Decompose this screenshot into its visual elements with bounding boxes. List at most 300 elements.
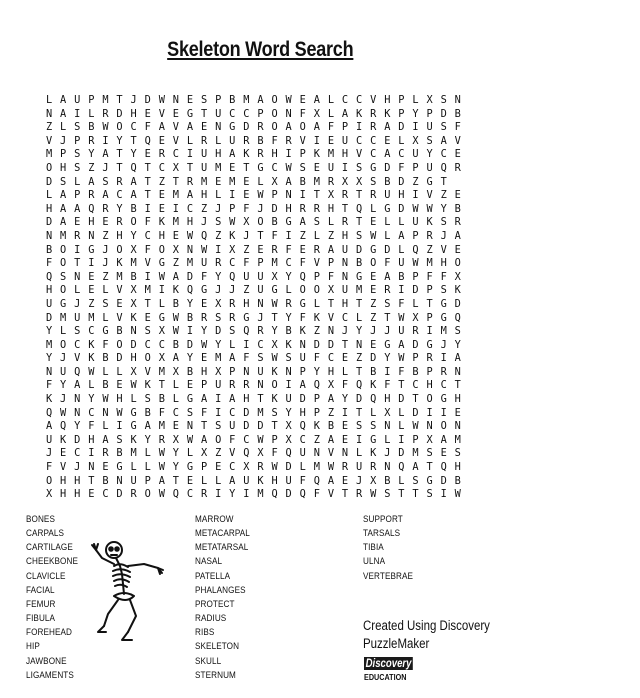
grid-letter: U: [60, 365, 67, 378]
grid-letter: S: [440, 94, 447, 106]
grid-letter: E: [88, 488, 95, 501]
grid-letter: K: [130, 433, 137, 446]
grid-letter: L: [102, 420, 109, 433]
grid-letter: A: [60, 94, 67, 106]
grid-letter: E: [200, 352, 208, 365]
grid-row: [42, 271, 465, 285]
grid-letter: E: [116, 297, 123, 310]
grid-letter: A: [172, 352, 179, 365]
grid-letter: M: [440, 325, 447, 338]
grid-letter: H: [243, 393, 250, 406]
grid-letter: F: [102, 338, 109, 351]
grid-letter: M: [426, 257, 433, 270]
grid-letter: Q: [229, 270, 236, 283]
grid-letter: L: [45, 94, 53, 106]
logo-bottom-text: EDUCATION: [364, 672, 407, 682]
grid-letter: D: [356, 393, 363, 406]
grid-letter: G: [426, 338, 433, 351]
grid-letter: Q: [285, 447, 292, 460]
grid-letter: S: [229, 325, 236, 338]
grid-letter: W: [257, 189, 264, 202]
grid-letter: S: [74, 121, 81, 134]
grid-letter: C: [398, 148, 405, 161]
grid-letter: C: [299, 433, 306, 446]
grid-letter: D: [398, 175, 405, 188]
grid-letter: X: [412, 311, 419, 324]
grid-letter: R: [243, 379, 250, 392]
grid-letter: W: [186, 433, 194, 446]
grid-letter: F: [271, 447, 278, 460]
grid-letter: F: [243, 257, 250, 270]
grid-letter: W: [412, 202, 419, 215]
grid-letter: M: [243, 94, 250, 106]
grid-letter: B: [102, 352, 109, 365]
grid-letter: Y: [172, 447, 179, 460]
grid-letter: R: [200, 311, 208, 324]
grid-letter: R: [341, 189, 349, 202]
grid-letter: P: [341, 121, 349, 134]
grid-letter: D: [384, 161, 391, 174]
grid-letter: N: [299, 338, 306, 351]
grid-letter: N: [285, 365, 292, 378]
grid-letter: M: [172, 216, 179, 229]
grid-letter: R: [102, 202, 109, 215]
grid-letter: K: [158, 216, 165, 229]
grid-letter: A: [200, 433, 208, 446]
grid-letter: R: [243, 134, 250, 147]
grid-letter: R: [370, 107, 377, 120]
grid-letter: A: [384, 270, 391, 283]
grid-letter: I: [74, 107, 81, 120]
grid-letter: E: [144, 311, 151, 324]
grid-letter: K: [426, 216, 433, 229]
grid-letter: T: [341, 488, 349, 501]
grid-letter: D: [144, 94, 151, 106]
grid-letter: H: [285, 202, 292, 215]
grid-letter: A: [60, 216, 67, 229]
grid-letter: Q: [299, 270, 306, 283]
grid-letter: A: [398, 338, 405, 351]
grid-letter: U: [229, 134, 236, 147]
grid-letter: I: [88, 447, 95, 460]
grid-letter: D: [384, 243, 391, 256]
grid-letter: M: [130, 257, 137, 270]
grid-letter: E: [158, 189, 165, 202]
grid-letter: J: [384, 447, 391, 460]
word-list-column-2: [195, 513, 250, 683]
grid-letter: S: [186, 406, 194, 419]
grid-letter: L: [384, 433, 391, 446]
grid-letter: G: [370, 243, 377, 256]
grid-letter: P: [412, 352, 419, 365]
word-list-item: STERNUM: [195, 669, 236, 681]
grid-letter: A: [130, 175, 137, 188]
word-list-item: METACARPAL: [195, 528, 250, 540]
grid-letter: I: [172, 202, 179, 215]
grid-letter: L: [313, 297, 320, 310]
grid-letter: E: [186, 379, 194, 392]
grid-letter: Y: [200, 325, 208, 338]
grid-letter: S: [102, 297, 109, 310]
grid-letter: D: [398, 121, 405, 134]
grid-letter: Y: [384, 352, 391, 365]
grid-letter: C: [144, 229, 151, 242]
grid-letter: T: [130, 134, 137, 147]
grid-letter: C: [341, 311, 349, 324]
grid-letter: Q: [172, 488, 179, 501]
grid-letter: P: [299, 365, 306, 378]
grid-letter: L: [158, 297, 165, 310]
grid-letter: A: [440, 134, 447, 147]
grid-letter: L: [398, 216, 405, 229]
grid-letter: H: [130, 107, 137, 120]
grid-letter: A: [313, 121, 320, 134]
grid-row: [42, 407, 465, 421]
grid-letter: V: [440, 243, 447, 256]
grid-letter: T: [200, 107, 208, 120]
grid-letter: M: [327, 148, 335, 161]
grid-letter: T: [200, 420, 208, 433]
grid-letter: N: [74, 393, 81, 406]
grid-letter: E: [102, 216, 109, 229]
grid-letter: C: [229, 107, 236, 120]
grid-letter: X: [229, 243, 236, 256]
grid-letter: D: [116, 488, 123, 501]
grid-letter: F: [313, 488, 320, 501]
grid-letter: M: [172, 189, 179, 202]
grid-letter: C: [271, 161, 278, 174]
grid-letter: R: [356, 488, 363, 501]
grid-letter: U: [285, 393, 292, 406]
grid-letter: N: [341, 447, 349, 460]
grid-letter: G: [257, 161, 264, 174]
grid-letter: D: [116, 107, 123, 120]
word-list-item: HIP: [26, 641, 40, 653]
grid-letter: U: [229, 420, 236, 433]
grid-letter: C: [440, 379, 447, 392]
word-list-item: METATARSAL: [195, 542, 249, 554]
grid-letter: I: [341, 161, 349, 174]
grid-letter: H: [74, 474, 81, 487]
grid-letter: Z: [243, 243, 250, 256]
grid-letter: R: [116, 175, 123, 188]
grid-letter: B: [229, 94, 236, 106]
grid-letter: Y: [186, 352, 194, 365]
grid-letter: L: [130, 461, 137, 474]
grid-letter: H: [215, 148, 222, 161]
grid-letter: O: [60, 284, 67, 297]
grid-letter: L: [74, 284, 81, 297]
grid-row: [42, 488, 465, 502]
grid-letter: I: [426, 325, 433, 338]
grid-letter: C: [88, 406, 95, 419]
grid-letter: E: [200, 297, 208, 310]
grid-letter: Z: [158, 175, 165, 188]
grid-letter: R: [102, 107, 109, 120]
grid-letter: R: [341, 216, 349, 229]
grid-letter: H: [116, 229, 123, 242]
grid-letter: M: [158, 420, 165, 433]
grid-letter: Z: [426, 243, 433, 256]
grid-letter: O: [158, 243, 165, 256]
grid-letter: K: [356, 107, 363, 120]
grid-letter: F: [299, 311, 306, 324]
grid-letter: A: [257, 94, 264, 106]
grid-letter: Y: [313, 365, 320, 378]
grid-letter: T: [144, 175, 151, 188]
grid-letter: P: [215, 94, 222, 106]
grid-letter: R: [116, 216, 123, 229]
grid-letter: K: [384, 107, 391, 120]
word-list-item: MARROW: [195, 514, 234, 525]
grid-row: [42, 216, 465, 230]
grid-letter: Y: [356, 325, 363, 338]
grid-letter: R: [454, 161, 461, 174]
grid-letter: O: [116, 243, 123, 256]
grid-letter: X: [130, 297, 137, 310]
grid-letter: D: [327, 338, 335, 351]
grid-letter: O: [454, 257, 461, 270]
grid-letter: R: [327, 175, 335, 188]
grid-letter: E: [144, 107, 151, 120]
grid-letter: D: [299, 393, 306, 406]
grid-letter: I: [412, 121, 419, 134]
grid-letter: E: [158, 202, 165, 215]
grid-letter: S: [370, 420, 377, 433]
grid-letter: R: [200, 134, 208, 147]
grid-letter: R: [130, 488, 137, 501]
grid-letter: F: [229, 433, 236, 446]
grid-letter: R: [200, 488, 208, 501]
grid-letter: H: [130, 352, 137, 365]
grid-letter: E: [215, 175, 222, 188]
grid-letter: T: [384, 311, 391, 324]
grid-letter: F: [144, 216, 151, 229]
grid-letter: G: [60, 297, 67, 310]
grid-letter: X: [130, 284, 137, 297]
word-list-item: LIGAMENTS: [26, 669, 74, 681]
grid-letter: U: [299, 352, 306, 365]
grid-letter: Z: [440, 189, 447, 202]
grid-letter: P: [412, 270, 419, 283]
grid-letter: X: [172, 243, 179, 256]
grid-letter: Z: [88, 161, 95, 174]
grid-letter: K: [116, 257, 123, 270]
grid-letter: F: [398, 365, 405, 378]
grid-row: [42, 230, 465, 244]
grid-letter: L: [370, 202, 377, 215]
grid-letter: E: [341, 433, 349, 446]
grid-letter: P: [313, 406, 320, 419]
grid-letter: L: [144, 447, 151, 460]
grid-letter: G: [426, 175, 433, 188]
grid-letter: U: [299, 447, 306, 460]
grid-letter: Q: [243, 325, 250, 338]
grid-letter: L: [144, 461, 151, 474]
grid-letter: A: [285, 121, 292, 134]
grid-letter: L: [356, 447, 363, 460]
grid-letter: A: [327, 243, 335, 256]
grid-letter: Y: [454, 338, 461, 351]
grid-letter: S: [200, 94, 208, 106]
grid-row: [42, 475, 465, 489]
grid-letter: O: [257, 216, 264, 229]
grid-letter: X: [172, 161, 179, 174]
grid-letter: J: [440, 229, 447, 242]
grid-letter: O: [271, 107, 278, 120]
grid-letter: X: [271, 175, 278, 188]
grid-letter: Q: [356, 379, 363, 392]
grid-letter: L: [257, 175, 264, 188]
grid-letter: X: [426, 94, 433, 106]
grid-letter: S: [257, 352, 264, 365]
grid-letter: T: [88, 474, 95, 487]
grid-letter: O: [299, 284, 306, 297]
grid-letter: M: [130, 447, 137, 460]
grid-row: [42, 420, 465, 434]
grid-row: [42, 379, 465, 393]
grid-letter: I: [215, 393, 222, 406]
grid-letter: F: [398, 297, 405, 310]
grid-letter: A: [144, 420, 151, 433]
grid-letter: A: [412, 461, 419, 474]
grid-letter: L: [398, 420, 405, 433]
grid-letter: A: [398, 229, 405, 242]
grid-letter: N: [45, 107, 53, 120]
grid-letter: G: [186, 393, 194, 406]
grid-letter: J: [370, 325, 377, 338]
grid-letter: M: [454, 433, 461, 446]
grid-row: [42, 366, 465, 380]
grid-letter: B: [158, 393, 165, 406]
grid-row: [42, 352, 465, 366]
grid-letter: D: [215, 325, 222, 338]
grid-letter: K: [172, 284, 179, 297]
grid-letter: M: [229, 175, 236, 188]
grid-letter: W: [158, 270, 165, 283]
grid-letter: B: [130, 270, 137, 283]
grid-letter: I: [341, 406, 349, 419]
grid-letter: A: [60, 189, 67, 202]
grid-letter: H: [271, 148, 278, 161]
grid-letter: T: [144, 297, 151, 310]
grid-letter: T: [144, 189, 151, 202]
grid-letter: F: [440, 270, 447, 283]
grid-letter: H: [45, 284, 53, 297]
grid-letter: H: [341, 297, 349, 310]
grid-letter: X: [158, 352, 165, 365]
grid-letter: A: [384, 121, 391, 134]
grid-letter: S: [215, 311, 222, 324]
grid-letter: I: [186, 325, 194, 338]
grid-letter: Z: [327, 406, 335, 419]
grid-letter: O: [271, 379, 278, 392]
grid-letter: D: [454, 297, 461, 310]
grid-letter: L: [412, 94, 419, 106]
grid-row: [42, 447, 465, 461]
grid-letter: K: [313, 311, 320, 324]
grid-letter: Y: [271, 325, 278, 338]
grid-letter: R: [229, 311, 236, 324]
grid-letter: A: [158, 121, 165, 134]
grid-letter: M: [144, 284, 151, 297]
word-list-item: PROTECT: [195, 598, 235, 610]
grid-letter: S: [299, 161, 306, 174]
grid-letter: U: [426, 161, 433, 174]
grid-letter: P: [426, 284, 433, 297]
grid-letter: D: [243, 420, 250, 433]
grid-letter: G: [426, 474, 433, 487]
grid-letter: C: [229, 257, 236, 270]
word-list-item: CHEEKBONE: [26, 556, 78, 568]
grid-letter: B: [454, 107, 461, 120]
grid-letter: G: [116, 461, 123, 474]
grid-letter: H: [200, 365, 208, 378]
grid-letter: U: [257, 270, 264, 283]
grid-letter: S: [440, 284, 447, 297]
grid-letter: V: [229, 447, 236, 460]
grid-letter: I: [285, 229, 292, 242]
grid-letter: N: [356, 338, 363, 351]
grid-letter: Z: [412, 175, 419, 188]
grid-letter: G: [102, 325, 109, 338]
grid-letter: L: [341, 365, 349, 378]
grid-letter: N: [88, 229, 95, 242]
word-list-item: PHALANGES: [195, 584, 246, 596]
grid-letter: E: [172, 107, 179, 120]
grid-letter: T: [144, 161, 151, 174]
grid-letter: Y: [60, 379, 67, 392]
grid-row: [42, 203, 465, 217]
grid-letter: W: [412, 420, 419, 433]
grid-letter: P: [271, 189, 278, 202]
grid-letter: S: [285, 352, 292, 365]
grid-letter: H: [200, 189, 208, 202]
grid-letter: J: [74, 297, 81, 310]
grid-letter: C: [158, 338, 165, 351]
word-list-item: TIBIA: [363, 542, 384, 554]
grid-letter: W: [370, 229, 377, 242]
grid-letter: D: [243, 406, 250, 419]
grid-letter: Q: [370, 393, 377, 406]
grid-letter: S: [426, 488, 433, 501]
grid-letter: U: [285, 474, 292, 487]
grid-letter: T: [356, 189, 363, 202]
grid-letter: T: [327, 297, 335, 310]
grid-letter: X: [243, 461, 250, 474]
grid-letter: N: [186, 420, 194, 433]
grid-letter: J: [257, 202, 264, 215]
grid-letter: E: [454, 148, 461, 161]
grid-letter: V: [45, 134, 53, 147]
word-list-item: CARPALS: [26, 528, 65, 540]
grid-letter: H: [341, 148, 349, 161]
grid-letter: F: [243, 202, 250, 215]
grid-letter: P: [88, 94, 95, 106]
grid-row: [42, 312, 465, 326]
grid-letter: E: [327, 134, 335, 147]
grid-letter: W: [158, 94, 165, 106]
grid-letter: F: [327, 121, 335, 134]
grid-letter: U: [200, 148, 208, 161]
grid-letter: T: [426, 461, 433, 474]
grid-letter: R: [313, 202, 320, 215]
grid-letter: V: [116, 311, 123, 324]
grid-letter: Y: [130, 148, 137, 161]
grid-letter: S: [215, 420, 222, 433]
grid-letter: I: [215, 488, 222, 501]
grid-letter: I: [412, 189, 419, 202]
